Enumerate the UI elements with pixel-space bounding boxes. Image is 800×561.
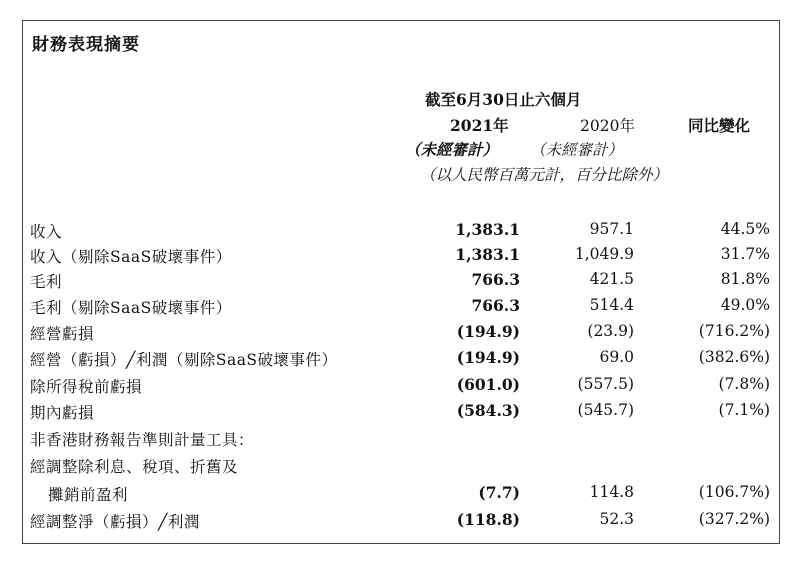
value-change: 44.5% [720,220,770,238]
row-label: 經調整除利息、稅項、折舊及 [30,458,239,476]
value-2021: (584.3) [456,401,520,420]
value-change: 31.7% [720,245,770,263]
value-change: (716.2%) [698,322,770,340]
row-label: 收入 [30,223,63,241]
value-2021: (194.9) [456,348,520,367]
table-row [30,322,770,346]
value-2020: (545.7) [577,401,634,419]
table-row [30,220,770,244]
column-header-2021: 2021年 [450,116,509,135]
value-2021: 766.3 [471,296,520,315]
row-label: 期內虧損 [30,404,95,422]
value-change: (106.7%) [698,483,770,501]
value-2021: (7.7) [478,483,520,502]
row-label: 經營（虧損）╱利潤（剔除SaaS破壞事件） [30,351,338,369]
row-label: 除所得稅前虧損 [30,378,143,396]
table-row [30,375,770,399]
row-label: 毛利（剔除SaaS破壞事件） [30,299,232,317]
table-row [30,483,770,507]
column-header-change: 同比變化 [688,116,751,135]
value-2020: 52.3 [599,510,634,528]
value-2020: (557.5) [577,375,634,393]
table-row [30,428,770,452]
value-2020: 514.4 [589,296,634,314]
value-2020: 69.0 [599,348,634,366]
row-label: 經調整淨（虧損）╱利潤 [30,513,200,531]
table-row [30,245,770,269]
value-change: 81.8% [720,270,770,288]
row-label: 經營虧損 [30,325,95,343]
row-label: 攤銷前盈利 [48,486,129,504]
table-row [30,270,770,294]
table-row [30,455,770,479]
unaudited-label-2021: （未經審計） [405,140,499,159]
value-2020: 1,049.9 [574,245,634,263]
value-2021: 1,383.1 [455,220,520,239]
row-label: 收入（剔除SaaS破壞事件） [30,248,232,266]
period-header: 截至6月30日止六個月 [425,90,582,109]
value-change: (382.6%) [698,348,770,366]
value-2021: (601.0) [456,375,520,394]
value-2020: 421.5 [589,270,634,288]
value-2020: (23.9) [587,322,634,340]
value-change: (7.8%) [718,375,770,393]
unaudited-label-2020: （未經審計） [530,141,624,159]
column-header-2020: 2020年 [580,117,635,135]
value-change: (327.2%) [698,510,770,528]
value-2020: 114.8 [589,483,634,501]
table-row [30,296,770,320]
table-row [30,401,770,425]
value-2021: 766.3 [471,270,520,289]
section-title: 財務表現摘要 [32,35,140,55]
value-change: 49.0% [720,296,770,314]
row-label: 非香港財務報告準則計量工具： [30,431,255,449]
value-change: (7.1%) [718,401,770,419]
value-2021: 1,383.1 [455,245,520,264]
unit-note: （以人民幣百萬元計，百分比除外） [420,166,669,184]
row-label: 毛利 [30,273,63,291]
value-2021: (118.8) [456,510,520,529]
table-row [30,348,770,372]
value-2021: (194.9) [456,322,520,341]
value-2020: 957.1 [589,220,634,238]
table-row [30,510,770,534]
